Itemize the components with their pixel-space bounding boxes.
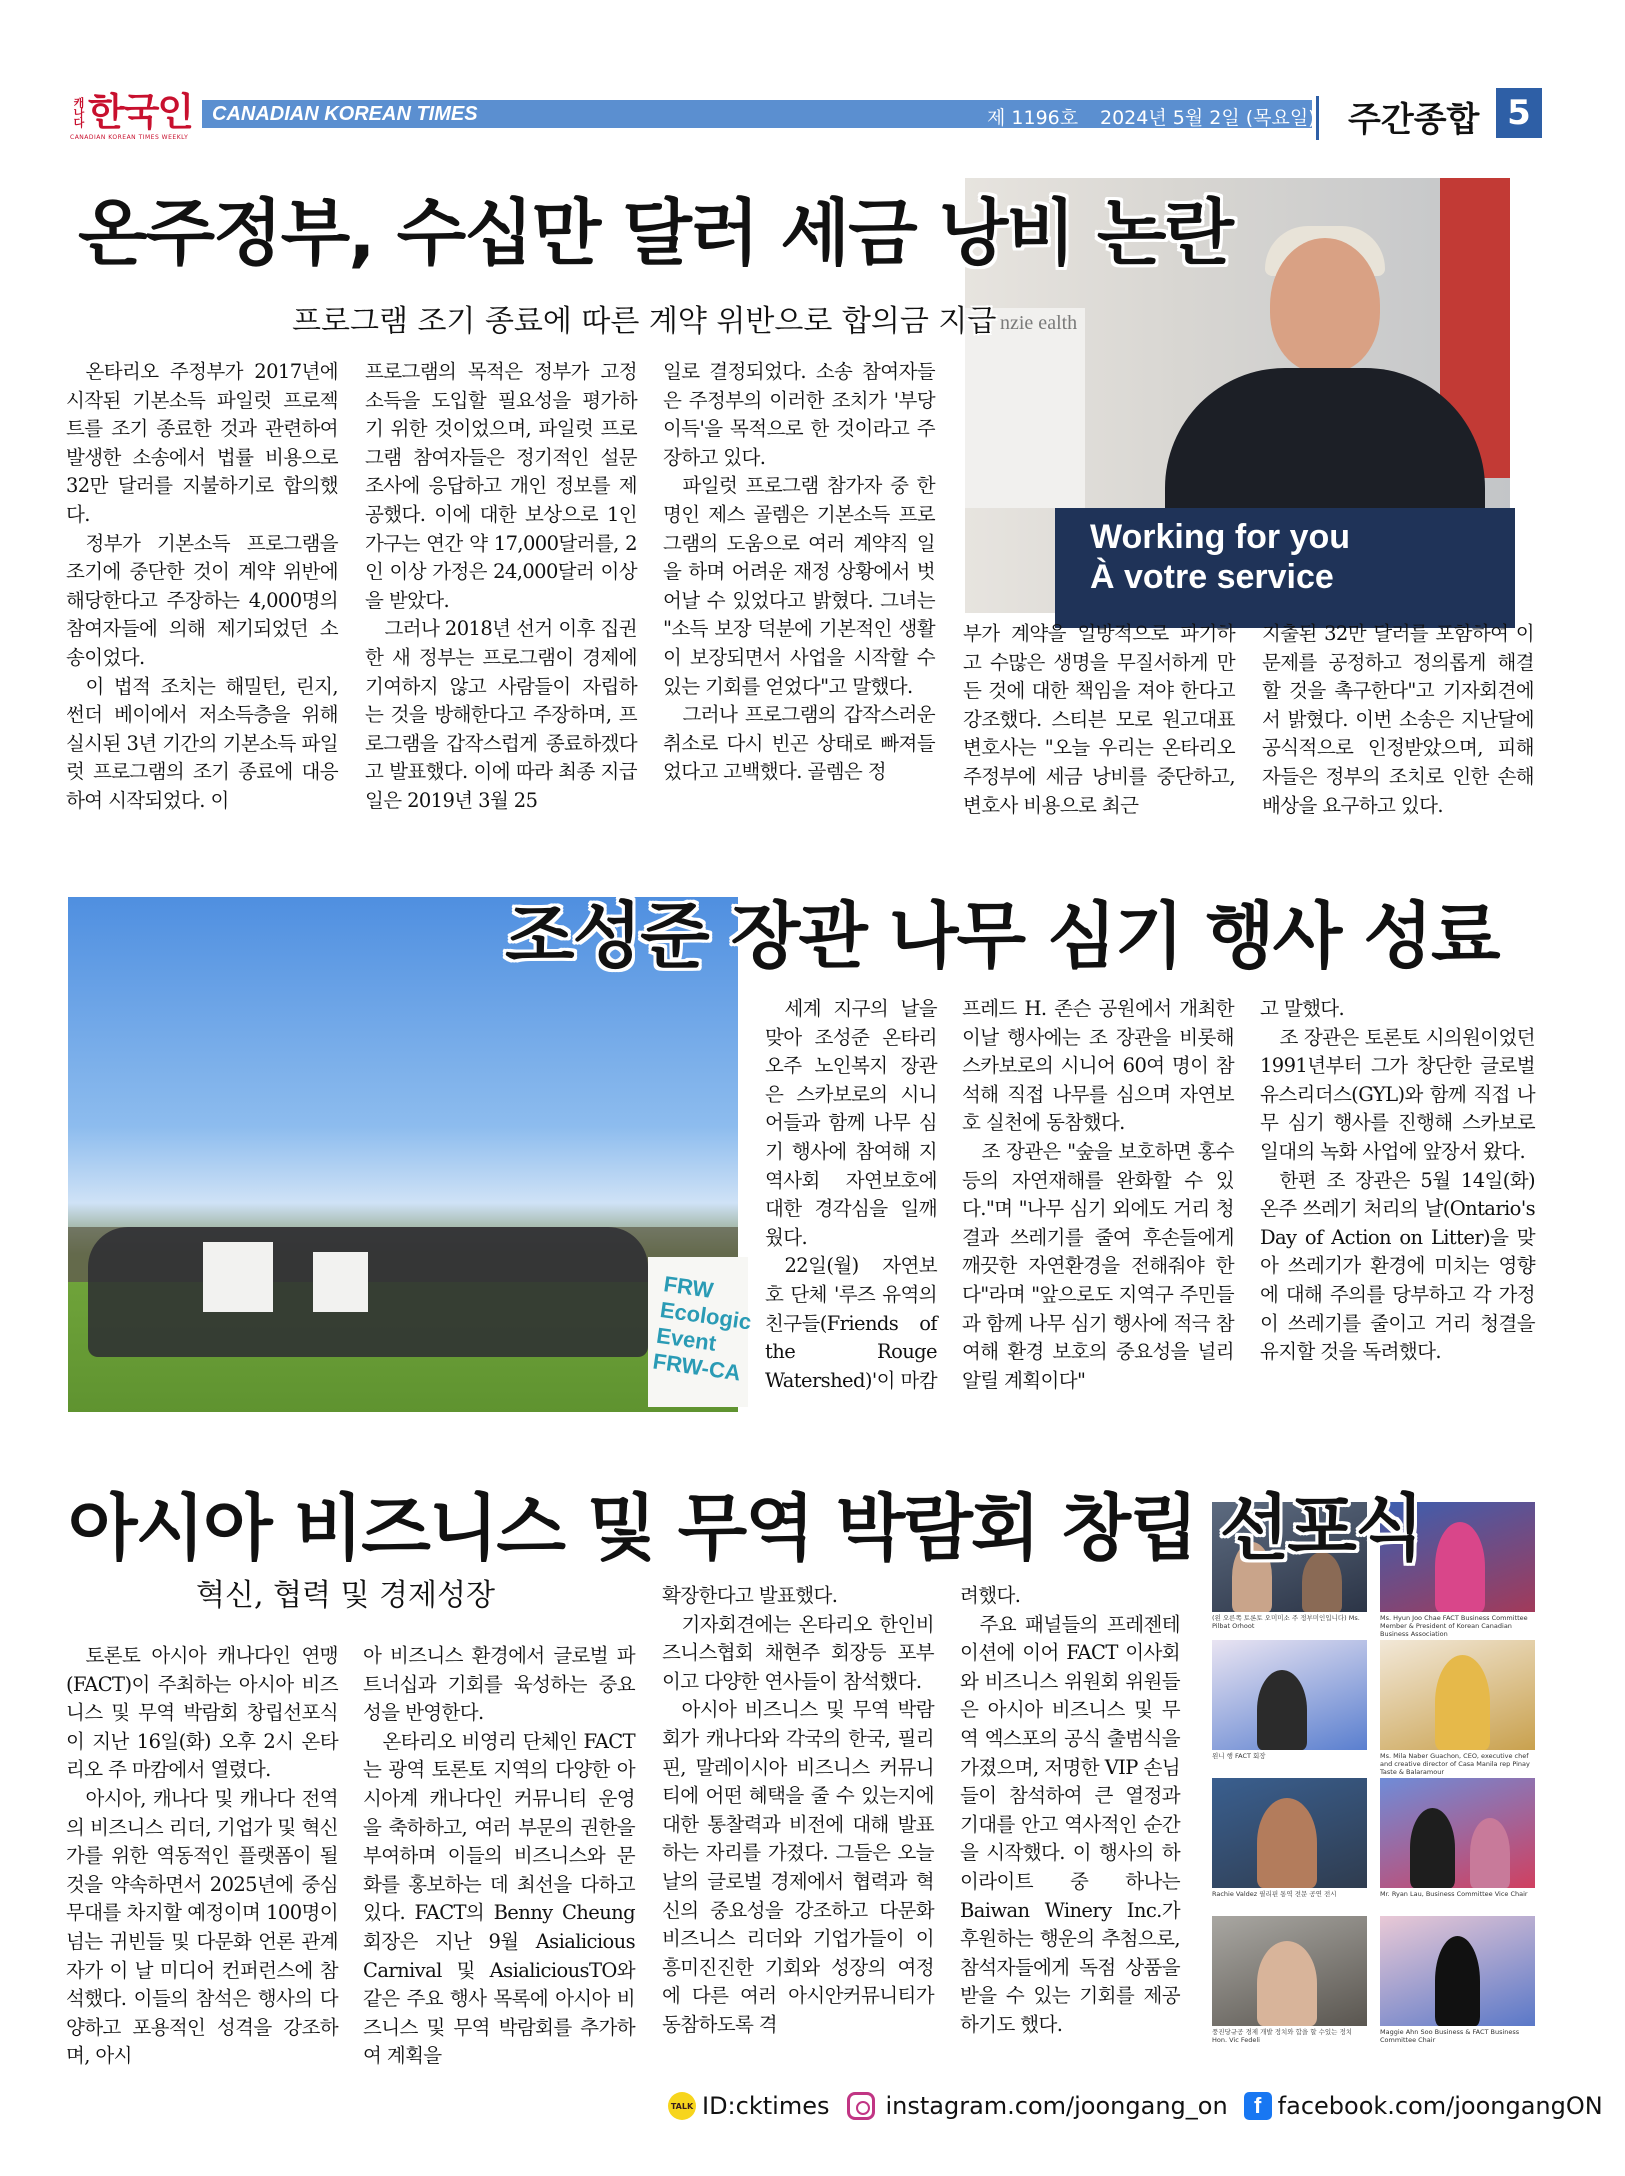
facebook-icon: f <box>1244 2092 1272 2120</box>
photo-frw-sign: FRW Ecologic Event FRW-CA <box>651 1271 753 1386</box>
issue-date: 2024년 5월 2일 (목요일) <box>1100 107 1316 129</box>
event-caption-5: Rachie Valdez 필리핀 통역 전문 공연 전시 <box>1212 1890 1337 1898</box>
newspaper-logo <box>70 86 200 141</box>
facebook-link[interactable]: facebook.com/joongangON <box>1277 2092 1603 2120</box>
logo-main-text: 한국인 <box>88 90 193 134</box>
masthead-bar <box>202 100 1316 129</box>
article3-headline: 아시아 비즈니스 및 무역 박람회 창립 선포식 <box>68 1486 1423 1570</box>
article1-subheadline: 프로그램 조기 종료에 따른 계약 위반으로 합의금 지급 <box>292 304 997 339</box>
article3-col1: 토론토 아시아 캐나다인 연맹(FACT)이 주최하는 아시아 비즈니스 및 무역 박람회 창립선포식이 지난 16일(화) 오후 2시 온타리오 주 마캄에서 열렸다. 아시아, 캐나다 및 캐나다 전역의 비즈니스 리더, 기업가 및 혁신가를 위한 역동적인 플랫폼이 될 것을 약속하면서 2025년에 중심 무대를 차지할 예정이며 100명이 넘는 귀빈들 및 다문화 언론 관계자가 이 날 미디어 컨퍼런스에 참석했다. 이들의 참석은 행사의 다양하고 포용적인 성격을 강조하며, 아시 <box>66 1644 338 2068</box>
article3-col2: 아 비즈니스 환경에서 글로벌 파트너십과 기회를 육성하는 중요성을 반영한다. 온타리오 비영리 단체인 FACT는 광역 토론토 지역의 다양한 아시아계 캐나다인 커뮤니티 운영을 축하하고, 여러 부문의 권한을 부여하며 이들의 비즈니스와 문화를 홍보하는 데 최선을 다하고 있다. FACT의 Benny Cheung 회장은 지난 9월 Asialicious Carnival 및 AsialiciousTO와 같은 주요 행사 목록에 아시아 비즈니스 및 무역 박람회를 추가하여 계획을 <box>363 1644 635 2068</box>
page-number: 5 <box>1496 88 1542 138</box>
article3-col4: 려했다. 주요 패널들의 프레젠테이션에 이어 FACT 이사회와 비즈니스 위원회 위원들은 아시아 비즈니스 및 무역 엑스포의 공식 출범식을 가졌으며, 저명한 VIP 손님들이 참석하여 큰 열정과 기대를 안고 역사적인 순간을 시작했다. 이 행사의 하이라이트 중 하나는 Baiwan Winery Inc.가 후원하는 행운의 추첨으로, 참석자들에게 독점 상품을 받을 수 있는 기회를 제공하기도 했다. <box>960 1584 1180 2036</box>
footer-social <box>668 2086 1603 2126</box>
article2-col1: 세계 지구의 날을 맞아 조성준 온타리오주 노인복지 장관은 스카보로의 시니어들과 함께 나무 심기 행사에 참여해 지역사회 자연보호에 대한 경각심을 일깨웠다. 22일(월) 자연보호 단체 '루즈 유역의 친구들(Friends of the Rouge Watershed)'이 마캄 <box>765 997 937 1392</box>
logo-side-text: 캐나다 <box>72 97 85 127</box>
podium-text-fr: À votre service <box>1090 558 1334 596</box>
event-caption-4: Ms. Mila Naber Guachon, CEO, executive chef and creative director of Casa Manila rep Pinay Taste & Balaramour <box>1380 1752 1530 1776</box>
publication-name: CANADIAN KOREAN TIMES <box>212 103 478 125</box>
instagram-link[interactable]: instagram.com/joongang_on <box>885 2092 1228 2120</box>
instagram-icon <box>847 2092 875 2120</box>
article3-subheadline: 혁신, 협력 및 경제성장 <box>196 1578 495 1613</box>
issue-number: 제 1196호 <box>987 107 1079 129</box>
event-caption-7: 풍진당규공 경제 개발 정치와 합을 할 수있는 정치 Hon. Vic Fedeli <box>1212 2028 1353 2044</box>
kakaotalk-id[interactable]: ID:cktimes <box>702 2092 830 2120</box>
event-caption-1: (왼 오른쪽 토론토 오미미소 주 정부미인입니다) Ms. Pilbat Orhoot <box>1212 1614 1360 1630</box>
event-photo-5 <box>1212 1778 1367 1888</box>
podium-text-en: Working for you <box>1090 518 1351 556</box>
article1-col4: 부가 계약을 일방적으로 파기하고 수많은 생명을 무질서하게 만든 것에 대한 책임을 져야 한다고 강조했다. 스티븐 모로 원고대표 변호사는 "오늘 우리는 온타리오 주정부에 세금 낭비를 중단하고, 변호사 비용으로 최근 <box>963 622 1235 817</box>
event-photo-8 <box>1380 1916 1535 2026</box>
article1-col3: 일로 결정되었다. 소송 참여자들은 주정부의 이러한 조치가 '부당 이득'을 목적으로 한 것이라고 주장하고 있다. 파일럿 프로그램 참가자 중 한 명인 제스 골렘은 기본소득 프로그램의 도움으로 여러 계약직 일을 하며 어려운 재정 상황에서 벗어날 수 있었다고 밝혔다. 그녀는 "소득 보장 덕분에 기본적인 생활이 보장되면서 사업을 시작할 수 있는 기회를 얻었다"고 말했다. 그러나 프로그램의 갑작스러운 취소로 다시 빈곤 상태로 빠져들었다고 고백했다. 골렘은 정 <box>663 360 935 784</box>
kakaotalk-icon: TALK <box>668 2092 696 2120</box>
logo-sub-text: CANADIAN KOREAN TIMES WEEKLY <box>70 134 189 141</box>
article3-col3: 확장한다고 발표했다. 기자회견에는 온타리오 한인비즈니스협회 채현주 회장등 포부 이고 다양한 연사들이 참석했다. 아시아 비즈니스 및 무역 박람회가 캐나다와 각국의 한국, 필리핀, 말레이시아 비즈니스 커뮤니티에 어떤 혜택을 줄 수 있는지에 대한 통찰력과 비전에 대해 발표하는 자리를 가졌다. 그들은 오늘날의 글로벌 경제에서 협력과 혁신의 중요성을 강조하고 다문화 비즈니스 리더와 기업가들이 이 흥미진진한 기회와 성장의 여정에 다른 여러 아시안커뮤니티가 동참하도록 격 <box>662 1584 934 2036</box>
article1-headline: 온주정부, 수십만 달러 세금 낭비 논란 <box>78 191 1232 275</box>
article1-col5: 지출된 32만 달러를 포함하여 이 문제를 공정하고 정의롭게 해결할 것을 촉구한다"고 기자회견에서 밝혔다. 이번 소송은 지난달에 공식적으로 인정받았으며, 피해자들은 정부의 조치로 인한 손해 배상을 요구하고 있다. <box>1262 622 1534 817</box>
article2-headline: 조성준 장관 나무 심기 행사 성료 <box>505 894 1499 978</box>
article2-col2: 프레드 H. 존슨 공원에서 개최한 이날 행사에는 조 장관을 비롯해 스카보로의 시니어 60여 명이 참석해 직접 나무를 심으며 자연보호 실천에 동참했다. 조 장관은 "숲을 보호하면 홍수 등의 자연재해를 완화할 수 있다."며 "나무 심기 외에도 거리 청결과 쓰레기를 줄여 후손들에게 깨끗한 자연환경을 전해줘야 한다"라며 "앞으로도 지역구 주민들과 함께 나무 심기 행사에 적극 참여해 환경 보호의 중요성을 널리 알릴 계획이다" <box>962 997 1234 1392</box>
event-photo-7 <box>1212 1916 1367 2026</box>
event-caption-8: Maggie Ahn Soo Business & FACT Business Committee Chair <box>1380 2028 1520 2044</box>
section-title: 주간종합 <box>1348 100 1480 140</box>
event-photo-6 <box>1380 1778 1535 1888</box>
event-caption-2: Ms. Hyun Joo Chae FACT Business Committee Member & President of Korean Canadian Business Association <box>1380 1614 1528 1638</box>
photo-banner-text: nzie ealth <box>1000 312 1078 334</box>
event-caption-3: 왼니 행 FACT 회장 <box>1212 1752 1266 1760</box>
article1-col1: 온타리오 주정부가 2017년에 시작된 기본소득 파일럿 프로젝트를 조기 종료한 것과 관련하여 발생한 소송에서 법률 비용으로 32만 달러를 지불하기로 합의했다. 정부가 기본소득 프로그램을 조기에 중단한 것이 계약 위반에 해당한다고 주장하는 4,000명의 참여자들에 의해 제기되었던 소송이었다. 이 법적 조치는 해밀턴, 린지, 썬더 베이에서 저소득층을 위해 실시된 3년 기간의 기본소득 파일럿 프로그램의 조기 종료에 대응하여 시작되었다. 이 <box>66 360 338 812</box>
article1-col2: 프로그램의 목적은 정부가 고정 소득을 도입할 필요성을 평가하기 위한 것이었으며, 파일럿 프로그램 참여자들은 정기적인 설문조사에 응답하고 개인 정보를 제공했다. 이에 대한 보상으로 1인 가구는 연간 약 17,000달러를, 2인 이상 가정은 24,000달러 이상을 받았다. 그러나 2018년 선거 이후 집권한 새 정부는 프로그램이 경제에 기여하지 않고 사람들이 자립하는 것을 방해한다고 주장하며, 프로그램을 갑작스럽게 종료하겠다고 발표했다. 이에 따라 최종 지급일은 2019년 3월 25 <box>365 360 637 812</box>
article2-col3: 고 말했다. 조 장관은 토론토 시의원이었던 1991년부터 그가 창단한 글로벌유스리더스(GYL)와 함께 직접 나무 심기 행사를 진행해 스카보로 일대의 녹화 사업에 앞장서 왔다. 한편 조 장관은 5월 14일(화) 온주 쓰레기 처리의 날(Ontario's Day of Action on Litter)을 맞아 쓰레기가 환경에 미치는 영향에 대해 주의를 당부하고 각 가정이 쓰레기를 줄이고 거리 청결을 유지할 것을 독려했다. <box>1260 997 1535 1364</box>
event-caption-6: Mr. Ryan Lau, Business Committee Vice Chair <box>1380 1890 1528 1898</box>
event-photo-4 <box>1380 1640 1535 1750</box>
event-photo-3 <box>1212 1640 1367 1750</box>
masthead-divider <box>1316 96 1319 140</box>
